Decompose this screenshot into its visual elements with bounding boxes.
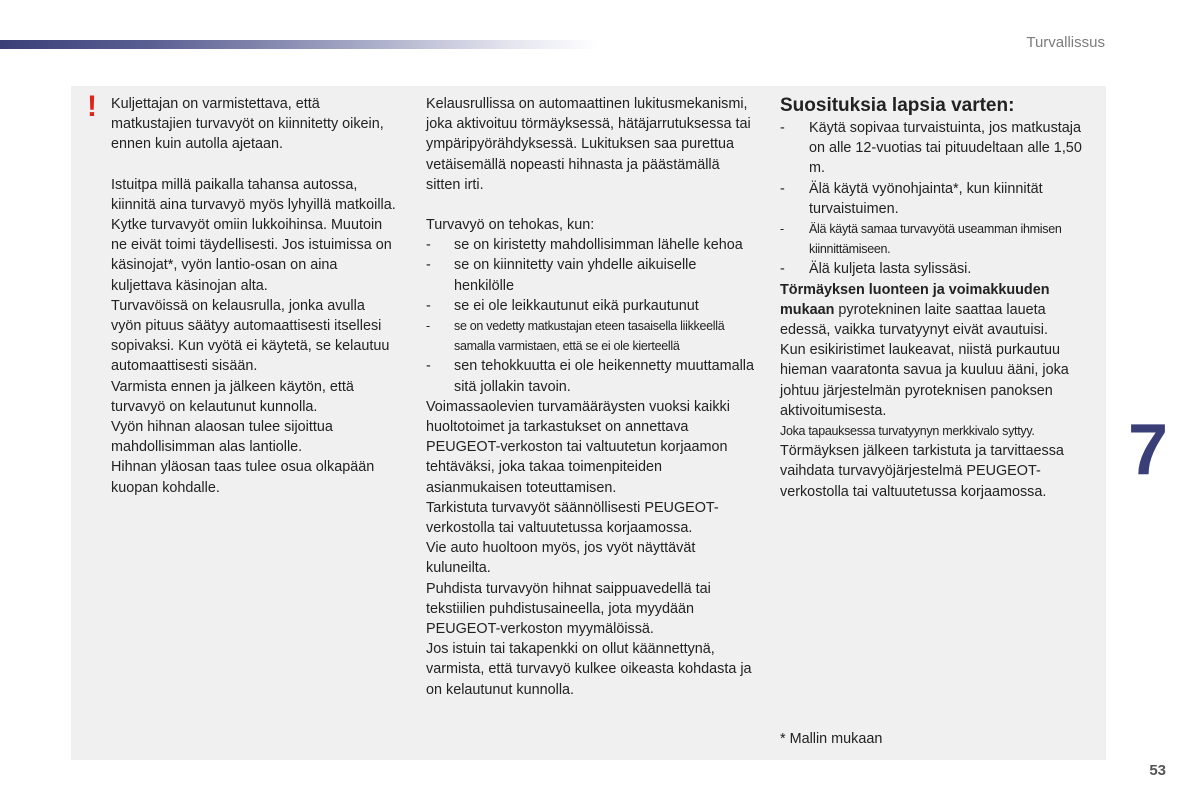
list-item: - sen tehokkuutta ei ole heikennetty muuttamalla sitä jollakin tavoin. xyxy=(426,356,756,396)
paragraph: Kytke turvavyöt omiin lukkoihinsa. Muutoin ne eivät toimi täydellisesti. Jos istuimissa on käsinojat*, vyön lantio-osan on aina kuljettava käsinojan alta. xyxy=(111,217,392,294)
warning-text: Kuljettajan on varmistettava, että matkustajien turvavyöt on kiinnitetty oikein, ennen kuin autolla ajetaan. xyxy=(111,96,384,153)
list-item: - Älä käytä vyönohjainta*, kun kiinnität turvaistuimen. xyxy=(780,179,1095,219)
exclamation-warning-icon: ! xyxy=(87,90,97,123)
list-item: - Käytä sopivaa turvaistuinta, jos matkustaja on alle 12-vuotias tai pituudeltaan alle 1,50 m. xyxy=(780,118,1095,179)
list-item: - Älä käytä samaa turvavyötä useamman ihmisen kiinnittämiseen. xyxy=(780,219,1095,259)
list-item: - se on kiristetty mahdollisimman lähelle kehoa xyxy=(426,235,756,255)
paragraph: Turvavöissä on kelausrulla, jonka avulla vyön pituus säätyy automaattisesti itsellesi sopivaksi. Kun vyötä ei käytetä, se kelautuu automaattisesti sisään. xyxy=(111,297,390,375)
list-intro: Turvavyö on tehokas, kun: xyxy=(426,217,595,234)
children-heading: Suosituksia lapsia varten: xyxy=(780,95,1015,116)
paragraph: Voimassaolevien turvamääräysten vuoksi kaikki huoltotoimet ja tarkastukset on annettava PEUGEOT-verkoston tai valtuutetun korjaamon tehtäväksi, joka takaa toimenpiteiden asianmukaisen toteuttamisen. xyxy=(426,398,730,496)
list-item: - se on kiinnitetty vain yhdelle aikuiselle henkilölle xyxy=(426,255,756,295)
paragraph: Tarkistuta turvavyöt säännöllisesti PEUGEOT-verkostolla tai valtuutetussa korjaamossa. xyxy=(426,499,719,537)
header-gradient-bar xyxy=(0,40,600,49)
paragraph: Hihnan yläosan taas tulee osua olkapään kuopan kohdalle. xyxy=(111,459,375,496)
paragraph: Jos istuin tai takapenkki on ollut käännettynä, varmista, että turvavyö kulkee oikeasta kohdasta ja on kelautunut kunnolla. xyxy=(426,641,752,698)
section-title: Turvallissus xyxy=(1026,34,1105,51)
paragraph: Istuitpa millä paikalla tahansa autossa, kiinnitä aina turvavyö myös lyhyillä matkoilla. xyxy=(111,176,396,213)
paragraph: Vie auto huoltoon myös, jos vyöt näyttävät kuluneilta. xyxy=(426,540,696,577)
list-item: - se ei ole leikkautunut eikä purkautunut xyxy=(426,296,756,316)
paragraph: Kun esikiristimet laukeavat, niistä purkautuu hieman vaaratonta savua ja kuuluu ääni, joka johtuu järjestelmän pyroteknisen panoksen aktivoitumisesta. xyxy=(780,342,1069,419)
chapter-number: 7 xyxy=(1128,410,1169,490)
paragraph: Puhdista turvavyön hihnat saippuavedellä tai tekstiilien puhdistusaineella, jota myydään PEUGEOT-verkoston myymälöissä. xyxy=(426,580,711,638)
column-1 xyxy=(111,94,396,498)
paragraph: Kelausrullissa on automaattinen lukitusmekanismi, joka aktivoituu törmäyksessä, hätäjarrutuksessa tai ympäripyörähdyksessä. Lukituksen saa purettua vetäisemällä nopeasti hihnasta ja päästämällä sitten irti. xyxy=(426,96,751,193)
paragraph: Varmista ennen ja jälkeen käytön, että turvavyö on kelautunut kunnolla. xyxy=(111,378,354,415)
children-recommendations-list xyxy=(780,118,1095,280)
paragraph: Joka tapauksessa turvatyynyn merkkivalo syttyy. xyxy=(780,424,1035,439)
page-number: 53 xyxy=(1149,762,1166,779)
paragraph-rest: pyrotekninen laite saattaa laueta edessä, vaikka turvatyynyt eivät avautuisi. xyxy=(780,301,1048,339)
pretensioner-paragraph xyxy=(780,280,1095,341)
paragraph: Törmäyksen jälkeen tarkistuta ja tarvittaessa vaihdata turvavyöjärjestelmä PEUGEOT-verkostolla tai valtuutetussa korjaamossa. xyxy=(780,443,1064,500)
list-item: - Älä kuljeta lasta sylissäsi. xyxy=(780,259,1095,279)
column-3 xyxy=(780,94,1095,502)
bold-lead: Törmäyksen luonteen ja voimakkuuden mukaan xyxy=(780,281,1050,318)
column-2 xyxy=(426,94,756,700)
footnote: * Mallin mukaan xyxy=(780,731,883,747)
list-item: - se on vedetty matkustajan eteen tasaisella liikkeellä samalla varmistaen, että se ei ole kierteellä xyxy=(426,316,756,356)
paragraph: Vyön hihnan alaosan tulee sijoittua mahdollisimman alas lantiolle. xyxy=(111,419,333,456)
effectiveness-list xyxy=(426,235,756,397)
